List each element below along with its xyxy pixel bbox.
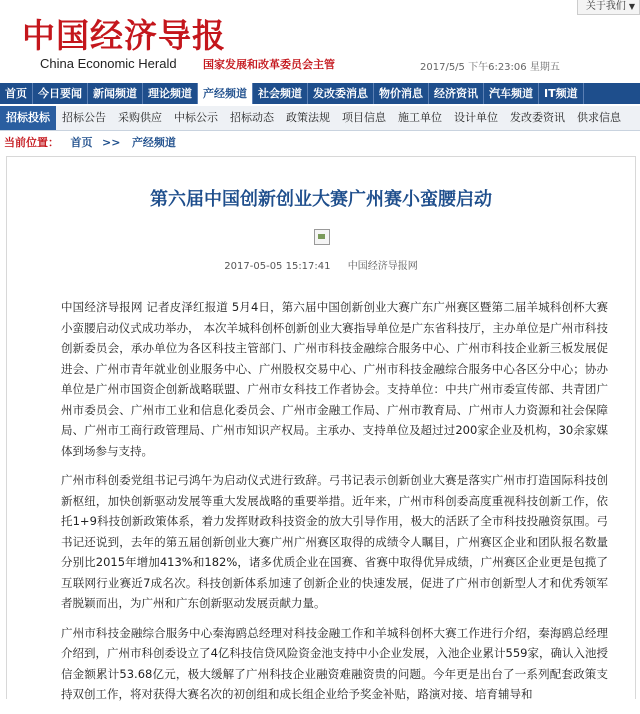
subnav-item[interactable]: 施工单位 <box>398 111 442 124</box>
subnav-item[interactable]: 中标公示 <box>174 111 218 124</box>
nav-item[interactable]: 社会频道 <box>253 83 308 104</box>
article-meta <box>7 257 635 272</box>
subnav-item[interactable]: 采购供应 <box>118 111 162 124</box>
article-body <box>61 297 608 714</box>
breadcrumb <box>0 134 640 152</box>
tagline: 国家发展和改革委员会主管 <box>203 58 335 71</box>
nav-item[interactable]: 物价消息 <box>374 83 429 104</box>
about-us-button[interactable] <box>577 0 640 15</box>
article <box>6 156 636 699</box>
nav-item[interactable]: 今日要闻 <box>33 83 88 104</box>
main-nav <box>0 83 640 104</box>
about-us-label: 关于我们 <box>585 1 626 12</box>
article-paragraph: 广州市科技金融综合服务中心秦海鸥总经理对科技金融工作和羊城科创杯大赛工作进行介绍，秦海鸥总经理介绍到，广州市科创委设立了4亿科技信贷风险资金池支持中小企业发展，入池企业累计559家，确认入池授信金额累计53.68亿元，极大缓解了广州科技企业融资难融资贵的问题。今年更是出台了一系列配套政策支持双创工作，将对获得大赛名次的初创组和成长组企业给予奖金补贴，路演对接、培育辅导和 <box>61 625 608 701</box>
nav-item[interactable]: 汽车频道 <box>484 83 539 104</box>
subnav-item[interactable]: 设计单位 <box>454 111 498 124</box>
subnav-item[interactable]: 供求信息 <box>577 111 621 124</box>
article-source: 中国经济导报网 <box>347 261 418 272</box>
nav-item[interactable]: 新闻频道 <box>88 83 143 104</box>
article-date: 2017-05-05 15:17:41 <box>224 261 331 272</box>
breadcrumb-label: 当前位置： <box>4 136 59 149</box>
site-header <box>0 0 640 82</box>
subnav-item[interactable]: 项目信息 <box>342 111 386 124</box>
nav-item[interactable]: 发改委消息 <box>308 83 374 104</box>
article-paragraph: 中国经济导报网 记者皮泽红报道 5月4日，第六届中国创新创业大赛广东广州赛区暨第二届羊城科创杯大赛小蛮腰启动仪式成功举办， 本次羊城科创杯创新创业大赛指导单位是广东省科技厅，主办单位是广州市科技创新委员会，承办单位为各区科技主管部门、广州市科技金融综合服务中心、广州市科技企业新三板发展促进会、广州市青年就业创业服务中心、广州股权交易中心、广州市科技金融综合服务中心各区分中心；协办单位是广州市国资企创新战略联盟、广州市女科技工作者协会。支持单位：中共广州市委宣传部、共青团广州市委员会、广州市工业和信息化委员会、广州市金融工作局、广州市教育局、广州市人力资源和社会保障局、广州市工商行政管理局、广州市知识产权局。主承办、支持单位及超过过200家企业及机构，30余家媒体到场参与支持。 <box>61 300 608 458</box>
subnav-item[interactable]: 招标动态 <box>230 111 274 124</box>
nav-item[interactable]: IT频道 <box>539 83 584 104</box>
broken-image-icon <box>314 229 330 245</box>
subnav-item[interactable]: 政策法规 <box>286 111 330 124</box>
article-paragraph: 广州市科创委党组书记弓鸿午为启动仪式进行致辞。弓书记表示创新创业大赛是落实广州市打造国际科技创新枢纽，加快创新驱动发展等重大发展战略的重要举措。近年来，广州市科创委高度重视科技创新工作，依托1+9科技创新政策体系，着力发挥财政科技资金的放大引导作用，极大的活跃了全市科技投融资氛围。弓书记还说到，去年的第五届创新创业大赛广州广州赛区取得的成绩令人瞩目，广州赛区企业和团队报名数量分别比2015年增加413%和182%，诸多优质企业在国赛、省赛中取得优异成绩，广州赛区企业更是包揽了互联网行业赛近7成名次。科技创新体系加速了创新企业的快速发展，促进了广州市创新型人才和优秀领军者脱颖而出，为广州和广东创新驱动发展贡献力量。 <box>61 473 608 610</box>
logo-english: China Economic Herald <box>40 56 177 71</box>
chevron-down-icon: ▼ <box>628 2 635 11</box>
breadcrumb-current[interactable]: 产经频道 <box>131 136 176 149</box>
nav-item[interactable]: 首页 <box>0 83 33 104</box>
sub-nav <box>0 106 640 131</box>
current-datetime: 2017/5/5 下午6:23:06 星期五 <box>420 62 560 73</box>
subnav-items <box>56 106 627 130</box>
logo[interactable]: 中国经济导报 <box>22 16 226 55</box>
subnav-head[interactable]: 招标投标 <box>0 106 56 130</box>
subnav-item[interactable]: 招标公告 <box>62 111 106 124</box>
breadcrumb-separator: >> <box>102 136 121 149</box>
nav-item[interactable]: 理论频道 <box>143 83 198 104</box>
article-title: 第六届中国创新创业大赛广州赛小蛮腰启动 <box>150 189 492 210</box>
breadcrumb-home[interactable]: 首页 <box>70 136 93 149</box>
nav-item[interactable]: 产经频道 <box>198 83 253 104</box>
nav-item[interactable]: 经济资讯 <box>429 83 484 104</box>
subnav-item[interactable]: 发改委资讯 <box>510 111 565 124</box>
